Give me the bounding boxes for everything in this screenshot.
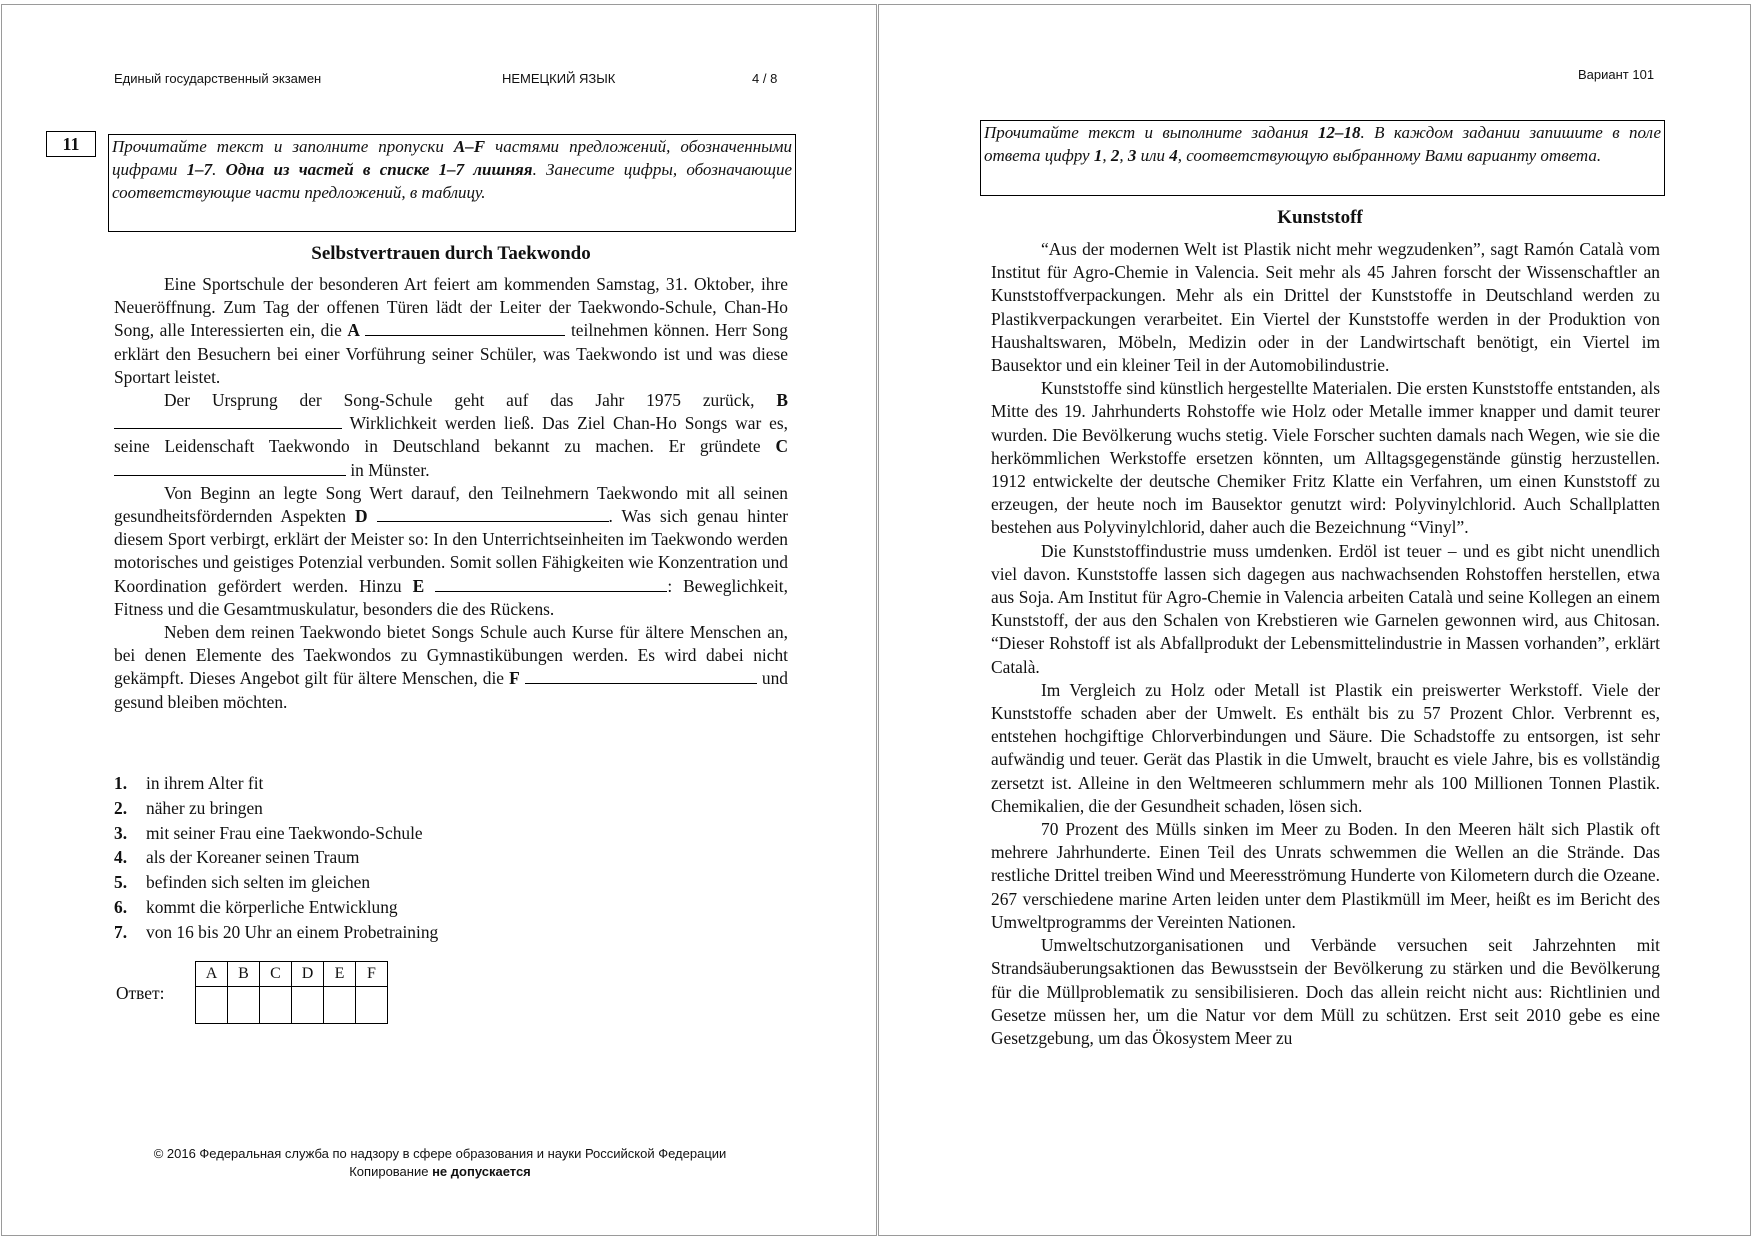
task-instruction-right: Прочитайте текст и выполните задания 12–18. В каждом задании запишите в поле ответа цифру 1, 2, 3 или 4, соответствующую выбранному Вами варианту ответа. [980, 120, 1665, 196]
gap-label-c: C [775, 436, 788, 457]
paragraph-1: Eine Sportschule der besonderen Art feiert am kommenden Samstag, 31. Oktober, ihre Neueröffnung. Zum Tag der offenen Türen lädt der Leiter der Taekwondo-Schule, Chan-Ho Song, alle Interessierten ein, die A teilnehmen können. Herr Song erklärt den Besuchern bei einer Vorführung seiner Schüler, was Taekwondo ist und was diese Sportart leistet. [114, 274, 788, 387]
answer-cell-f[interactable] [356, 987, 388, 1024]
option-7: 7. von 16 bis 20 Uhr an einem Probetraining [114, 921, 439, 942]
left-page [1, 4, 877, 1236]
gap-a-blank [365, 321, 565, 336]
answer-header-c: C [260, 962, 292, 987]
paragraph: Die Kunststoffindustrie muss umdenken. Erdöl ist teuer – und es gibt nicht unendlich viel davon. Kunststoffe lassen sich dagegen aus nachwachsenden Rohstoffen herstellen, etwa aus Soja. Am Institut für Agro-Chemie in Valencia arbeiten Català und seine Kollegen an einem Kunststoff, der aus den Schalen von Krebstieren wie Garnelen gewonnen wird, aus Chitosan. “Dieser Rohstoff ist als Abfallprodukt der Lebensmittelindustrie in Massen vorhanden”, erklärt Català. [991, 540, 1660, 677]
task-number: 11 [46, 131, 96, 157]
gap-d-blank [377, 507, 609, 522]
subject-name: НЕМЕЦКИЙ ЯЗЫК [502, 71, 616, 86]
gap-label-b: B [776, 390, 788, 411]
footer [2, 1145, 878, 1181]
answer-header-f: F [356, 962, 388, 987]
answer-header-b: B [228, 962, 260, 987]
gap-f-blank [525, 669, 757, 684]
option-1: 1. in ihrem Alter fit [114, 773, 264, 793]
page-number: 4 / 8 [752, 71, 778, 86]
option-3: 3. mit seiner Frau eine Taekwondo-Schule [114, 822, 423, 843]
gap-label-a: A [347, 320, 360, 341]
paragraph: Umweltschutzorganisationen und Verbände versuchen seit Jahrzehnten mit Strandsäuberungsaktionen das Bewusstsein der Bevölkerung zu stärken und die Bevölkerung für die Müllproblematik zu sensibilisieren. Doch das allein reicht nicht aus: Richtlinien und Gesetze müssen her, um die Natur vor dem Müll zu schützen. Erst seit 2010 gebe es eine Gesetzgebung, um das Ökosystem Meer zu [991, 935, 1660, 1048]
gap-b-blank [114, 414, 342, 429]
copyright-line: © 2016 Федеральная служба по надзору в сфере образования и науки Российской Федерации [153, 1146, 727, 1161]
paragraph: Kunststoffe sind künstlich hergestellte Materialen. Die ersten Kunststoffe entstanden, als Mitte des 19. Jahrhunderts Rohstoffe wie Holz oder Metalle immer knapper und damit teurer wurden. Die Bevölkerung wuchs stetig. Viele Forscher suchten damals nach Wegen, wie sie die herkömmlichen Werkstoffe ersetzen könnten, um Alltagsgegenstände günstig herzustellen. 1912 entwickelte der deutsche Chemiker Fritz Klatte ein Verfahren, um einen Kunststoff zu erzeugen, der heute noch im Bausektor genutzt wird: Polyvinylchlorid. Auch Schallplatten bestehen aus Polyvinylchlorid, daher auch die Bezeichnung “Vinyl”. [991, 378, 1660, 538]
answer-cell-c[interactable] [260, 987, 292, 1024]
option-5: 5. befinden sich selten im gleichen [114, 872, 371, 893]
answer-header-e: E [324, 962, 356, 987]
paragraph: “Aus der modernen Welt ist Plastik nicht mehr wegzudenken”, sagt Ramón Català vom Institut für Agro-Chemie in Valencia. Seit mehr als 45 Jahren forscht der Wissenschaftler an Kunststoffverpackungen. Mehr als ein Drittel der Kunststoffe in Deutschland werden zu Plastikverpackungen verarbeitet. Ein Viertel der Kunststoffe werden in der Produktion von Haushaltswaren, Möbeln, Medizin oder in der Landwirtschaft benötigt, ein Viertel im Bausektor und ein kleiner Teil in der Automobilindustrie. [991, 239, 1660, 376]
answer-header-a: A [196, 962, 228, 987]
answer-header-d: D [292, 962, 324, 987]
answer-table [195, 961, 388, 1024]
paragraph-2: Der Ursprung der Song-Schule geht auf das Jahr 1975 zurück, B Wirklichkeit werden ließ. Das Ziel Chan-Ho Songs war es, seine Leidenschaft Taekwondo in Deutschland bekannt zu machen. Er gründete C in Münster. [114, 390, 788, 480]
answer-cell-a[interactable] [196, 987, 228, 1024]
answer-label: Ответ: [116, 983, 165, 1003]
option-4: 4. als der Koreaner seinen Traum [114, 847, 360, 868]
paragraph: 70 Prozent des Mülls sinken im Meer zu Boden. In den Meeren hält sich Plastik oft mehrere Jahrhunderte. Einen Teil des Unrats schwemmen die Wellen an die Strände. Das restliche Drittel treiben Wind und Meeresströmung Hunderte von Kilometern durch die Ozeane. 267 verschiedene marine Arten leiden unter dem Plastikmüll im Meer, heißt es im Bericht des Umweltprogramms der Vereinten Nationen. [991, 819, 1660, 932]
options-list [114, 771, 438, 945]
gap-label-f: F [509, 668, 520, 689]
text-title: Selbstvertrauen durch Taekwondo [311, 243, 591, 264]
variant-label: Вариант 101 [1578, 67, 1655, 82]
gap-label-e: E [412, 575, 425, 596]
option-6: 6. kommt die körperliche Entwicklung [114, 896, 398, 917]
paragraph-4: Neben dem reinen Taekwondo bietet Songs Schule auch Kurse für ältere Menschen an, bei denen Elemente des Taekwondos zu Gymnastikübungen werden. Es wird dabei nicht gekämpft. Dieses Angebot gilt für ältere Menschen, die F und gesund bleiben möchten. [114, 622, 788, 712]
text-title-right: Kunststoff [1277, 207, 1363, 228]
gap-c-blank [114, 461, 346, 476]
paragraph: Im Vergleich zu Holz oder Metall ist Plastik ein preiswerter Werkstoff. Viele der Kunststoffe schaden aber der Umwelt. Es enthält bis zu 57 Prozent Chlor. Verbrennt es, entstehen hochgiftige Chlorverbindungen und Säure. Die Schadstoffe zu entsorgen, ist sehr aufwändig und teuer. Gerät das Plastik in die Umwelt, braucht es viele Jahre, bis es vollständig zersetzt ist. Alleine in den Weltmeeren schlummern mehr als 100 Millionen Tonnen Plastik. Chemikalien, die der Gesundheit schaden, lösen sich. [991, 679, 1660, 816]
exam-name: Единый государственный экзамен [114, 71, 322, 86]
gap-label-d: D [355, 506, 368, 527]
gap-e-blank [435, 577, 667, 592]
task-instruction: Прочитайте текст и заполните пропуски A–F частями предложений, обозначенными цифрами 1–7. Одна из частей в списке 1–7 лишняя. Занесите цифры, обозначающие соответствующие части предложений, в таблицу. [108, 134, 796, 232]
answer-cell-b[interactable] [228, 987, 260, 1024]
answer-cell-e[interactable] [324, 987, 356, 1024]
reading-text [991, 238, 1660, 1050]
option-2: 2. näher zu bringen [114, 797, 263, 818]
paragraph-3: Von Beginn an legte Song Wert darauf, den Teilnehmern Taekwondo mit all seinen gesundheitsfördernden Aspekten D . Was sich genau hinter diesem Sport verbirgt, erklärt der Meister so: In den Unterrichtseinheiten im Taekwondo werden motorisches und geistiges Potenzial verbunden. Somit sollen Fähigkeiten wie Konzentration und Koordination gefördert werden. Hinzu E : Beweglichkeit, Fitness und die Gesamtmuskulatur, besonders die des Rückens. [114, 482, 788, 619]
right-page [878, 4, 1751, 1236]
gap-text [114, 273, 788, 714]
copy-notice: Копирование не допускается [349, 1164, 531, 1179]
answer-cell-d[interactable] [292, 987, 324, 1024]
